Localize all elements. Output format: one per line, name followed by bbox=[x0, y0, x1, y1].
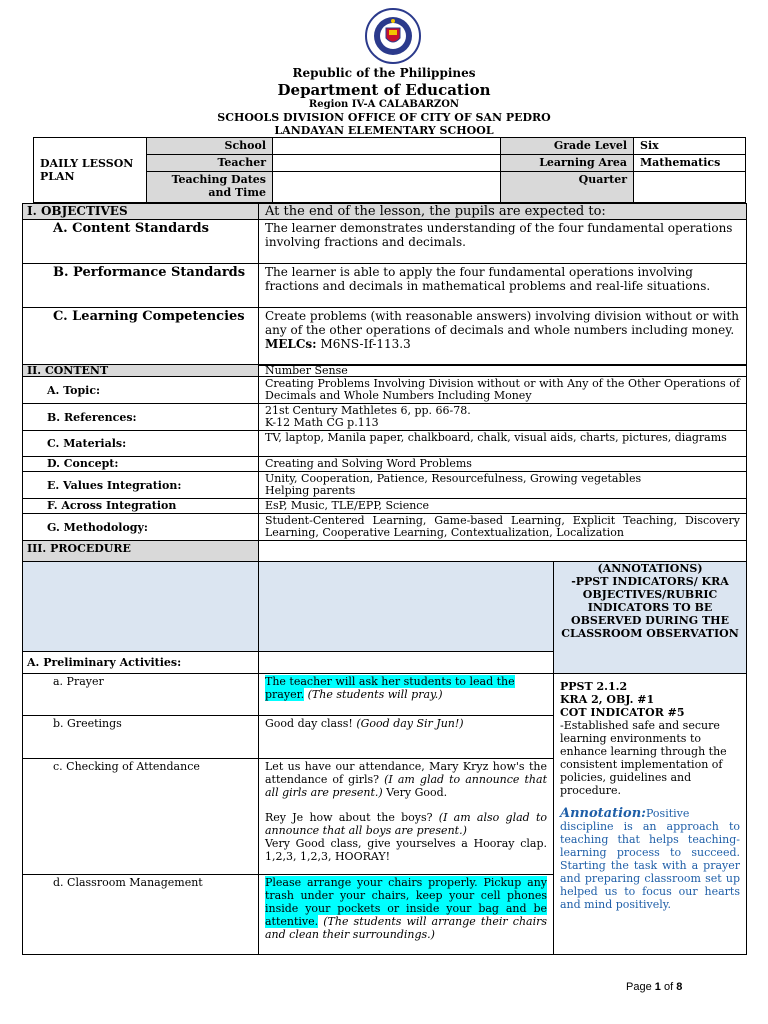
classroom-management-instruction: Please arrange your chairs properly. Pickup any trash under your chairs, keep your cell phones inside your pockets or inside your bag and be attentive. bbox=[265, 876, 547, 928]
objectives-heading: I. OBJECTIVES bbox=[23, 204, 259, 220]
objectives-table bbox=[22, 203, 747, 366]
melcs-label: MELCs: bbox=[265, 337, 317, 351]
attendance-boys-response: (I am also glad to announce that all boys are present.) bbox=[265, 811, 547, 837]
kra-objective: KRA 2, OBJ. #1 bbox=[560, 693, 655, 706]
teaching-dates-label: Teaching Dates and Time bbox=[147, 172, 273, 203]
values-integration-cell bbox=[259, 472, 747, 499]
performance-standards-label: B. Performance Standards bbox=[23, 264, 259, 308]
annotations-header-cell bbox=[554, 562, 747, 674]
procedure-blank-mid bbox=[259, 562, 554, 652]
annotation-label: Annotation: bbox=[560, 806, 646, 821]
division-line: SCHOOLS DIVISION OFFICE OF CITY OF SAN PEDRO bbox=[217, 111, 551, 124]
annotations-heading: (ANNOTATIONS) bbox=[597, 562, 703, 575]
quarter-value[interactable] bbox=[634, 172, 746, 203]
across-integration-label: F. Across Integration bbox=[23, 499, 259, 514]
across-integration-value: EsP, Music, TLE/EPP, Science bbox=[259, 499, 747, 514]
greetings-cell bbox=[259, 716, 554, 759]
grade-level-value: Six bbox=[634, 138, 746, 155]
prayer-cell bbox=[259, 674, 554, 716]
grade-level-label: Grade Level bbox=[501, 138, 634, 155]
materials-label: C. Materials: bbox=[23, 431, 259, 457]
page-current: 1 bbox=[654, 981, 661, 993]
greetings-response: (Good day Sir Jun!) bbox=[356, 717, 464, 730]
prayer-label: a. Prayer bbox=[23, 674, 259, 716]
methodology-label: G. Methodology: bbox=[23, 514, 259, 541]
school-label: School bbox=[147, 138, 273, 155]
methodology-value: Student-Centered Learning, Game-based Learning, Explicit Teaching, Discovery Learning, Cooperative Learning, Contextualization, Localization bbox=[259, 514, 747, 541]
classroom-management-cell bbox=[259, 875, 554, 955]
performance-standards-text: The learner is able to apply the four fundamental operations involving fractions and decimals in mathematical problems and real-life situations. bbox=[259, 264, 747, 308]
department-title: Department of Education bbox=[277, 81, 491, 99]
teaching-dates-value[interactable] bbox=[273, 172, 501, 203]
topic-value: Creating Problems Involving Division without or with Any of the Other Operations of Decimals and Whole Numbers Including Money bbox=[259, 377, 747, 404]
learning-competencies-text: Create problems (with reasonable answers) involving division without or with any of the other operations of decimals and whole numbers including money. bbox=[265, 309, 740, 337]
dlp-label: DAILY LESSON PLAN bbox=[34, 138, 147, 203]
region-line: Region IV-A CALABARZON bbox=[308, 99, 460, 110]
procedure-heading: III. PROCEDURE bbox=[23, 541, 259, 565]
content-standards-label: A. Content Standards bbox=[23, 220, 259, 264]
indicator-text: -Established safe and secure learning environments to enhance learning through the consistent implementation of policies, guidelines and procedure. bbox=[560, 719, 727, 797]
values-integration-value-1: Unity, Cooperation, Patience, Resourcefulness, Growing vegetables bbox=[265, 472, 642, 485]
teacher-value[interactable] bbox=[273, 155, 501, 172]
procedure-table bbox=[22, 561, 747, 955]
attendance-cell bbox=[259, 759, 554, 875]
ppst-indicator: PPST 2.1.2 bbox=[560, 680, 628, 693]
school-name-line: LANDAYAN ELEMENTARY SCHOOL bbox=[274, 124, 494, 137]
references-cell bbox=[259, 404, 747, 431]
attendance-girls-response: (I am glad to announce that all girls are present.) bbox=[265, 773, 547, 799]
attendance-girls-question: Let us have our attendance, Mary Kryz how's the attendance of girls? bbox=[265, 760, 547, 786]
prayer-response: (The students will pray.) bbox=[307, 688, 443, 701]
content-standards-text: The learner demonstrates understanding of the four fundamental operations involving fractions and decimals. bbox=[259, 220, 747, 264]
page-word: Page bbox=[626, 981, 652, 993]
annotation-block bbox=[560, 807, 740, 911]
values-integration-label: E. Values Integration: bbox=[23, 472, 259, 499]
cot-indicator: COT INDICATOR #5 bbox=[560, 706, 685, 719]
prayer-instruction: The teacher will ask her students to lead the prayer. bbox=[265, 675, 515, 701]
concept-label: D. Concept: bbox=[23, 457, 259, 472]
annotations-subheading: -PPST INDICATORS/ KRA OBJECTIVES/RUBRIC INDICATORS TO BE OBSERVED DURING THE CLASSROOM OBSERVATION bbox=[561, 575, 739, 640]
references-value-1: 21st Century Mathletes 6, pp. 66-78. bbox=[265, 404, 471, 417]
quarter-label: Quarter bbox=[501, 172, 634, 203]
annotations-body-cell bbox=[554, 674, 747, 955]
teacher-label: Teacher bbox=[147, 155, 273, 172]
deped-seal bbox=[352, 8, 434, 64]
greetings-text: Good day class! bbox=[265, 717, 353, 730]
topic-label: A. Topic: bbox=[23, 377, 259, 404]
lesson-info-table bbox=[33, 137, 746, 203]
school-value[interactable] bbox=[273, 138, 501, 155]
attendance-paragraph-2 bbox=[265, 811, 547, 837]
procedure-blank-left bbox=[23, 562, 259, 652]
references-label: B. References: bbox=[23, 404, 259, 431]
objectives-intro: At the end of the lesson, the pupils are expected to: bbox=[259, 204, 747, 220]
preliminary-blank bbox=[259, 652, 554, 674]
classroom-management-response: (The students will arrange their chairs and clean their surroundings.) bbox=[265, 915, 548, 941]
learning-area-value: Mathematics bbox=[634, 155, 746, 172]
learning-area-label: Learning Area bbox=[501, 155, 634, 172]
attendance-paragraph-1 bbox=[265, 760, 547, 799]
classroom-management-label: d. Classroom Management bbox=[23, 875, 259, 955]
values-integration-value-2: Helping parents bbox=[265, 484, 356, 497]
republic-line: Republic of the Philippines bbox=[292, 66, 476, 80]
attendance-hooray: Very Good class, give yourselves a Hooray clap. 1,2,3, 1,2,3, HOORAY! bbox=[265, 837, 547, 863]
attendance-boys-question: Rey Je how about the boys? bbox=[265, 811, 433, 824]
page-total: 8 bbox=[676, 981, 683, 993]
learning-competencies-label: C. Learning Competencies bbox=[23, 308, 259, 366]
references-value-2: K-12 Math CG p.113 bbox=[265, 416, 379, 429]
concept-value: Creating and Solving Word Problems bbox=[259, 457, 747, 472]
learning-competencies-cell bbox=[259, 308, 747, 366]
melcs-code: M6NS-If-113.3 bbox=[320, 337, 411, 351]
attendance-label: c. Checking of Attendance bbox=[23, 759, 259, 875]
page-number bbox=[626, 981, 682, 993]
greetings-label: b. Greetings bbox=[23, 716, 259, 759]
content-heading-value: Number Sense bbox=[259, 365, 747, 377]
content-heading: II. CONTENT bbox=[23, 365, 259, 377]
content-table bbox=[22, 364, 747, 565]
annotation-text: Positive discipline is an approach to teaching that helps teaching-learning process to succeed. Starting the task with a prayer and preparing classroom set up helped us to focus our hearts and mind positively. bbox=[560, 807, 740, 911]
materials-value: TV, laptop, Manila paper, chalkboard, chalk, visual aids, charts, pictures, diagrams bbox=[259, 431, 747, 457]
attendance-girls-praise: Very Good. bbox=[386, 786, 448, 799]
preliminary-activities-label: A. Preliminary Activities: bbox=[23, 652, 259, 674]
page-of: of bbox=[663, 981, 674, 993]
